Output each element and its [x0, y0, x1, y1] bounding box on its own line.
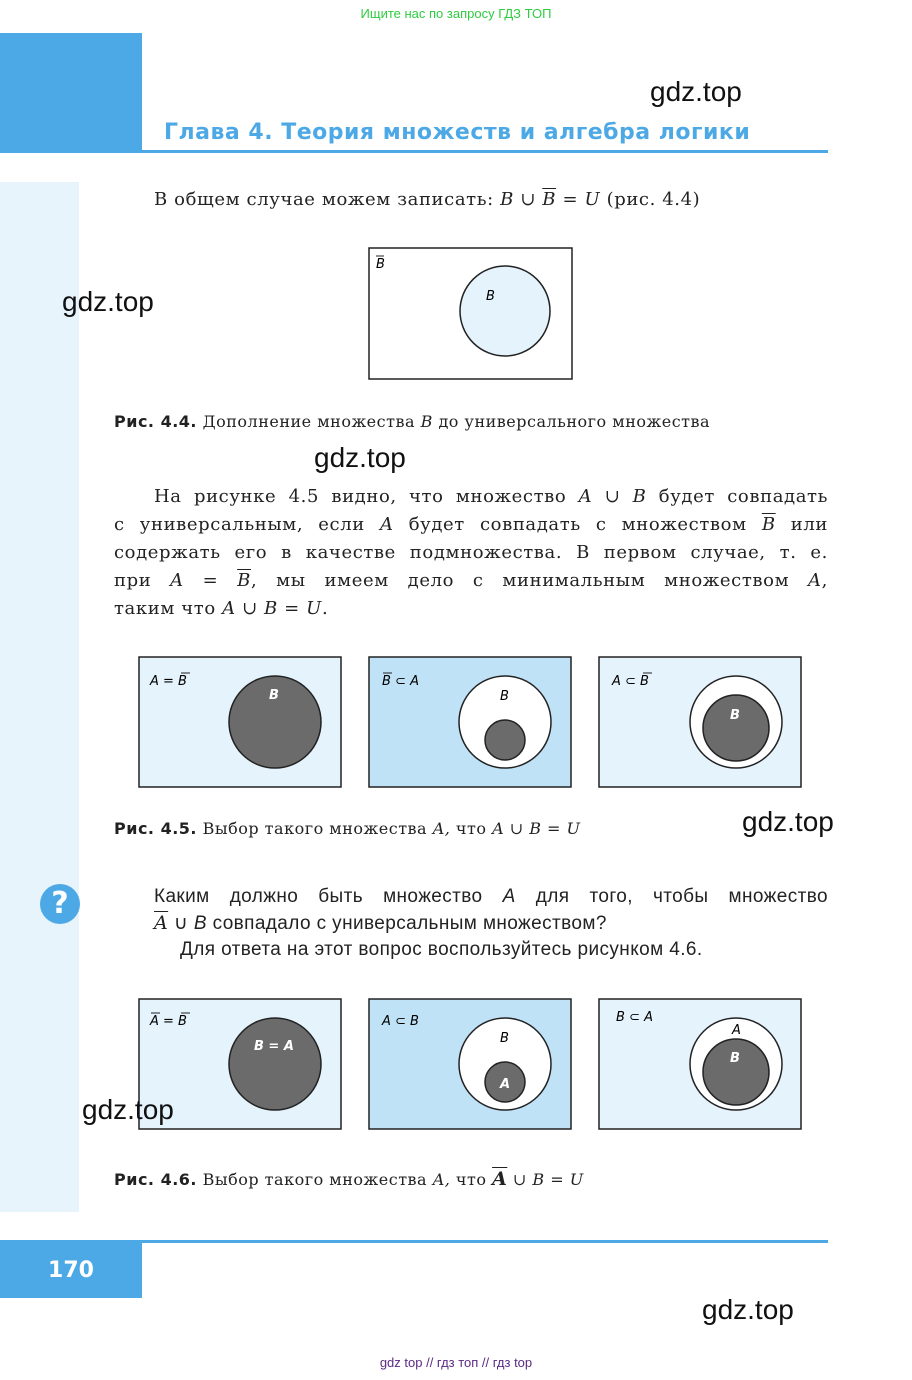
caption-4-5: Рис. 4.5. Выбор такого множества A, что A ∪ B = U [114, 819, 581, 838]
set-a-circle [485, 720, 525, 760]
inner-label: B = A [254, 1039, 294, 1054]
set-b-label: B [730, 708, 740, 723]
figure-4-5-panel-3 [598, 656, 803, 790]
figure-4-5-panel-2 [368, 656, 573, 790]
panel-label: A ⊂ B [612, 674, 649, 689]
set-b-circle [460, 266, 550, 356]
watermark: gdz.top [742, 806, 834, 837]
figure-4-4 [368, 247, 574, 381]
watermark: gdz.top [702, 1294, 794, 1325]
header-rule [0, 150, 828, 153]
figure-4-5-panel-1 [138, 656, 343, 790]
figure-4-6-panel-3 [598, 998, 803, 1132]
set-b-circle [229, 1018, 321, 1110]
panel-label: B ⊂ A [616, 1010, 653, 1025]
inner-label: B [730, 1051, 740, 1066]
set-b-label: B [486, 289, 495, 304]
outer-label: B [500, 1031, 509, 1046]
panel-label: A = B [150, 674, 187, 689]
chapter-title: Глава 4. Теория множеств и алгебра логики [164, 120, 751, 145]
question-icon: ? [40, 884, 80, 924]
panel-label: B ⊂ A [382, 674, 419, 689]
header-accent-block [0, 33, 142, 153]
watermark: gdz.top [62, 286, 154, 317]
question-block: Каким должно быть множество A для того, чтобы множество $\overline{A}$ ∪ B совпадало с универсальным множеством? Для ответа на этот вопрос воспользуйтесь рисунком 4.6. [154, 886, 828, 960]
top-banner[interactable]: Ищите нас по запросу ГДЗ ТОП [360, 6, 552, 21]
set-b-circle [703, 695, 769, 761]
watermark: gdz.top [314, 442, 406, 473]
set-b-label: B [269, 688, 279, 703]
set-b-circle [703, 1039, 769, 1105]
figure-4-6-panel-2 [368, 998, 573, 1132]
paragraph-2: На рисунке 4.5 видно, что множество A ∪ B будет совпадать с универсальным, если A будет совпадать с множеством $\overline{B}$ или содержать его в качестве подмножества. В первом случае, т. е. при $A = \overline{B}$, мы имеем дело с минимальным множеством A, таким что A ∪ B = U. [114, 486, 829, 619]
caption-4-6: Рис. 4.6. Выбор такого множества A, что $\overline{A}$ ∪ B = U [114, 1168, 584, 1190]
bottom-links[interactable]: gdz top // гдз топ // гдз top [379, 1355, 533, 1370]
paragraph-1: В общем случае можем записать: B ∪ $\overline{B} = U$ (рис. 4.4) [154, 189, 701, 210]
watermark: gdz.top [650, 76, 742, 107]
watermark: gdz.top [82, 1094, 174, 1125]
set-b-label: B [500, 689, 509, 704]
page-number: 170 [0, 1243, 142, 1298]
panel-label: A ⊂ B [382, 1014, 419, 1029]
panel-label: A = B [150, 1014, 187, 1029]
caption-4-4: Рис. 4.4. Дополнение множества B до универсального множества [114, 412, 711, 431]
inner-label: A [500, 1077, 511, 1092]
side-strip [0, 182, 79, 1212]
complement-b-label: B [376, 257, 385, 272]
outer-label: A [732, 1023, 741, 1038]
